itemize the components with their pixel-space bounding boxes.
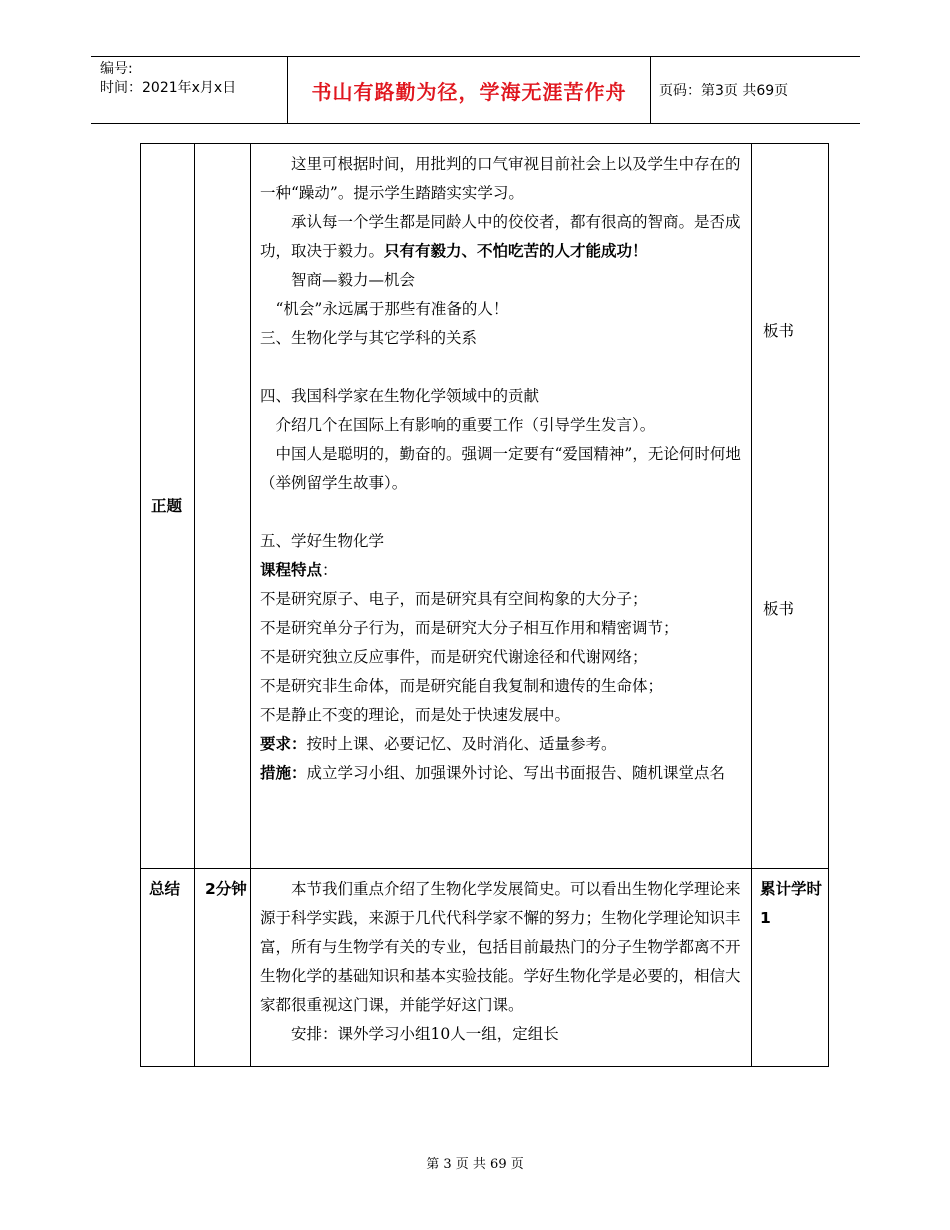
- spacer: [260, 353, 747, 382]
- measures-label: 措施：: [260, 764, 307, 782]
- section-heading: 四、我国科学家在生物化学领域中的贡献: [260, 387, 540, 405]
- section-content: [251, 869, 752, 1067]
- requirements-label: 要求：: [260, 735, 307, 753]
- main-section-row: [141, 144, 829, 869]
- section-label: 总结: [141, 869, 195, 1067]
- requirements-text: 按时上课、必要记忆、及时消化、适量参考。: [306, 735, 617, 753]
- paragraph: 安排：课外学习小组10人一组，定组长: [291, 1025, 559, 1043]
- paragraph: 这里可根据时间，用批判的口气审视目前社会上以及学生中存在的一种“躁动”。提示学生踏踏实实学习。: [260, 155, 741, 202]
- emphasis-text: 只有有毅力、不怕吃苦的人才能成功！: [384, 242, 648, 260]
- section-content: [251, 144, 752, 869]
- section-duration: [195, 144, 251, 869]
- feature-item: 不是研究原子、电子，而是研究具有空间构象的大分子；: [260, 590, 648, 608]
- header-page-info: 页码：第3页 共69页: [659, 83, 789, 99]
- header-meta: [100, 60, 236, 98]
- paragraph-text: 承认每一个学生都是同龄人中的佼佼者，都有很高的智商。是否成功，取决于毅力。: [260, 213, 741, 260]
- paragraph: “机会”永远属于那些有准备的人！: [275, 300, 509, 318]
- feature-item: 不是静止不变的理论，而是处于快速发展中。: [260, 706, 571, 724]
- paragraph: 中国人是聪明的，勤奋的。强调一定要有“爱国精神”，无论何时何地（举例留学生故事）。: [260, 445, 741, 492]
- paragraph: [260, 208, 747, 266]
- cumulative-hours-note: 累计学时1: [752, 869, 829, 1067]
- lesson-plan-table: [140, 143, 829, 1067]
- feature-item: 不是研究独立反应事件，而是研究代谢途径和代谢网络；: [260, 648, 648, 666]
- requirements: [260, 730, 747, 759]
- board-note: 板书: [763, 322, 795, 340]
- measures-text: 成立学习小组、加强课外讨论、写出书面报告、随机课堂点名: [306, 764, 726, 782]
- paragraph: 本节我们重点介绍了生物化学发展简史。可以看出生物化学理论来源于科学实践，来源于几代代科学家不懈的努力；生物化学理论知识丰富，所有与生物学有关的专业，包括目前最热门的分子生物学都离不开生物化学的基础知识和基本实验技能。学好生物化学是必要的，相信大家都很重视这门课，并能学好这门课。: [260, 880, 741, 1014]
- header-divider: [650, 57, 651, 123]
- document-time: 时间：2021年x月x日: [100, 80, 237, 96]
- features-label: 课程特点: [260, 561, 323, 579]
- section-heading: 三、生物化学与其它学科的关系: [260, 329, 478, 347]
- feature-item: 不是研究非生命体，而是研究能自我复制和遗传的生命体；: [260, 677, 664, 695]
- page-footer: 第 3 页 共 69 页: [426, 1157, 524, 1172]
- paragraph: 智商—毅力—机会: [291, 271, 416, 289]
- section-label: 正题: [141, 144, 195, 869]
- features-heading: [260, 556, 747, 585]
- board-note: 板书: [763, 600, 795, 618]
- summary-section-row: [141, 869, 829, 1067]
- document-number: 编号:: [100, 61, 133, 77]
- feature-item: 不是研究单分子行为，而是研究大分子相互作用和精密调节；: [260, 619, 679, 637]
- page-header: [91, 56, 860, 124]
- measures: [260, 759, 747, 788]
- features-colon: ：: [322, 561, 338, 579]
- section-duration: 2分钟: [195, 869, 251, 1067]
- header-motto: 书山有路勤为径，学海无涯苦作舟: [311, 79, 627, 104]
- paragraph: 介绍几个在国际上有影响的重要工作（引导学生发言）。: [275, 416, 656, 434]
- section-notes: [752, 144, 829, 869]
- section-heading: 五、学好生物化学: [260, 532, 385, 550]
- spacer: [260, 498, 747, 527]
